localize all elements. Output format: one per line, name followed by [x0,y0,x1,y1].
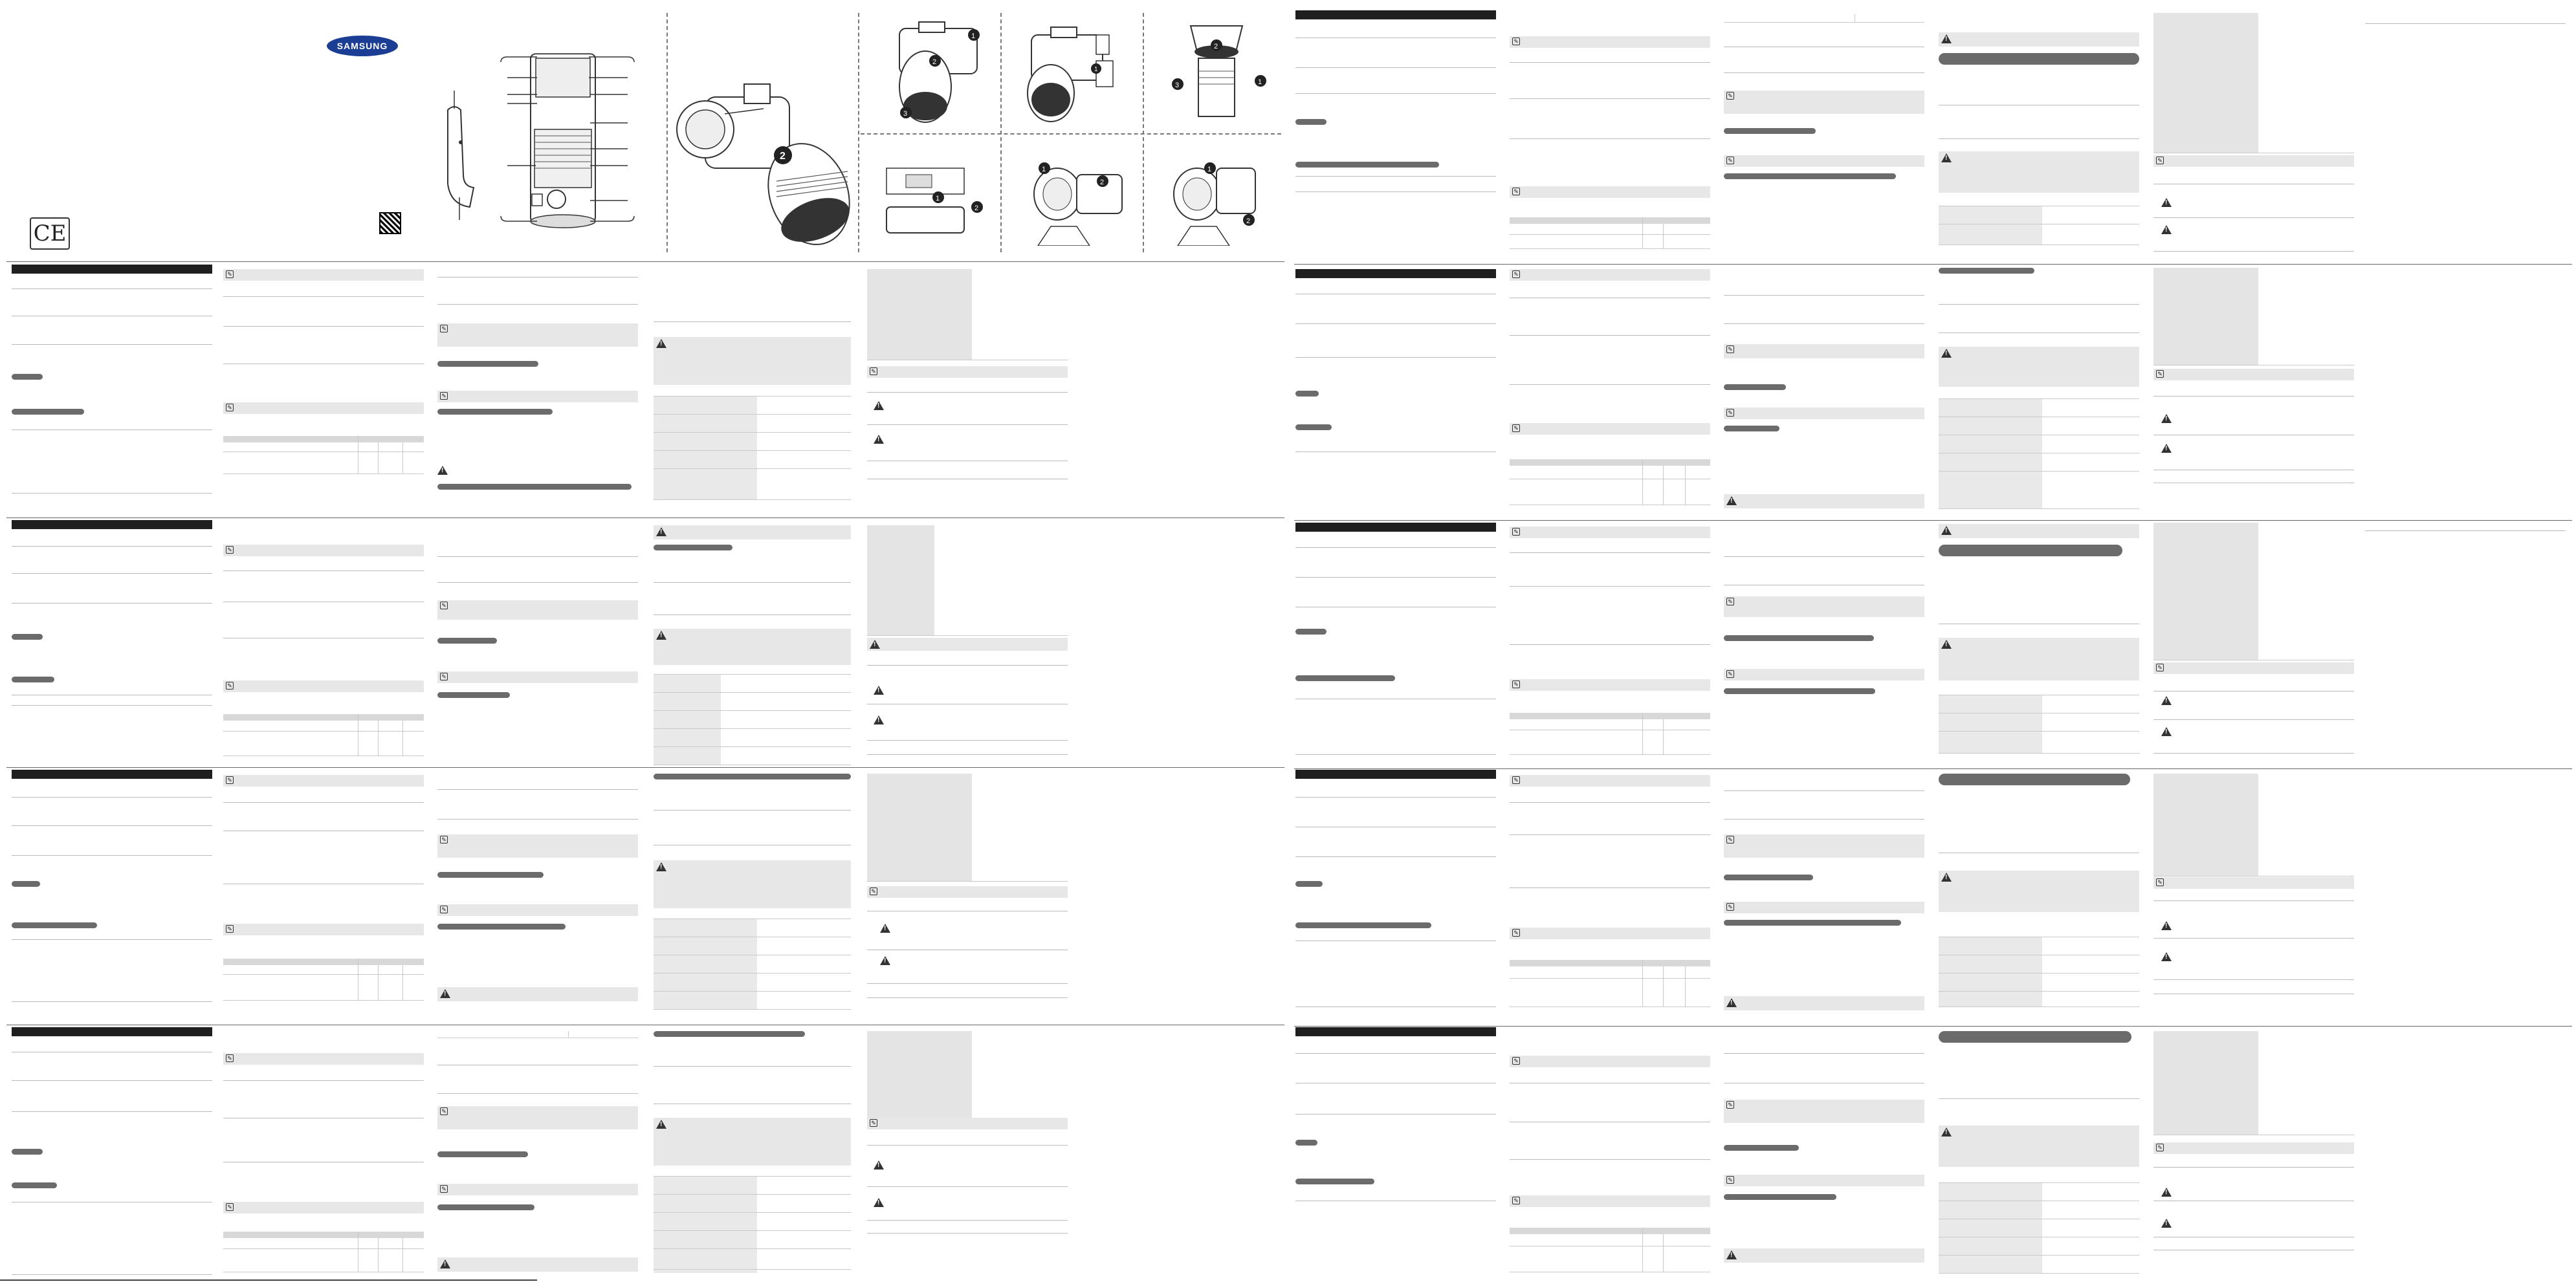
panel-rotate-collar [1018,149,1135,246]
svg-text:1: 1 [971,32,976,40]
panel-lock-switch [1018,16,1135,132]
divider [1143,13,1144,252]
qr-code-icon [379,212,401,234]
panel-attach-lens [880,16,996,132]
camera-mount-illustration [673,58,854,252]
divider [861,133,1281,135]
panel-tripod-mount [880,149,996,246]
svg-text:2: 2 [780,151,786,162]
svg-text:3: 3 [903,110,908,118]
svg-text:1: 1 [1207,166,1212,173]
svg-text:1: 1 [1094,66,1098,73]
divider [858,13,859,252]
svg-text:1: 1 [1258,78,1262,86]
panel-tripod-rotate [1158,149,1275,246]
manual-sheet: SAMSUNG CE 2 1 2 3 1 2 3 1 1 2 1 2 1 2 ✎ ✎ ✎ ✎ ! ! ✎ ! ! ✎ ✎ ✎ ✎ ! ! ! ! ! ✎ ✎ ✎ ✎ ! ! ✎ ! ! ✎ ✎ ✎ ✎ ! ! ✎ ! ! ✎ ✎ ✎ ✎ ! ! ✎ ! ! ✎ ✎ ✎ ✎ ! ! ✎ ! ! ✎ ✎ ✎ ✎ ! ! ✎ ! ! ✎ ✎ ✎ ✎ ! ! ✎ ! ! ✎ ✎ ✎ ✎ ! ! ✎ ! ! [0,0,2576,1284]
svg-text:3: 3 [1175,82,1180,89]
svg-text:2: 2 [1100,179,1105,186]
lens-diagram [440,39,654,233]
panel-attach-hood [1158,13,1275,129]
svg-text:2: 2 [1246,217,1251,225]
divider [1000,13,1002,252]
svg-text:2: 2 [1214,43,1218,50]
svg-text:1: 1 [1042,166,1046,173]
divider [666,13,668,252]
samsung-logo: SAMSUNG [327,36,398,56]
svg-text:1: 1 [936,195,940,202]
svg-text:2: 2 [932,58,937,66]
svg-text:2: 2 [974,204,979,212]
ce-mark: CE [30,217,70,250]
